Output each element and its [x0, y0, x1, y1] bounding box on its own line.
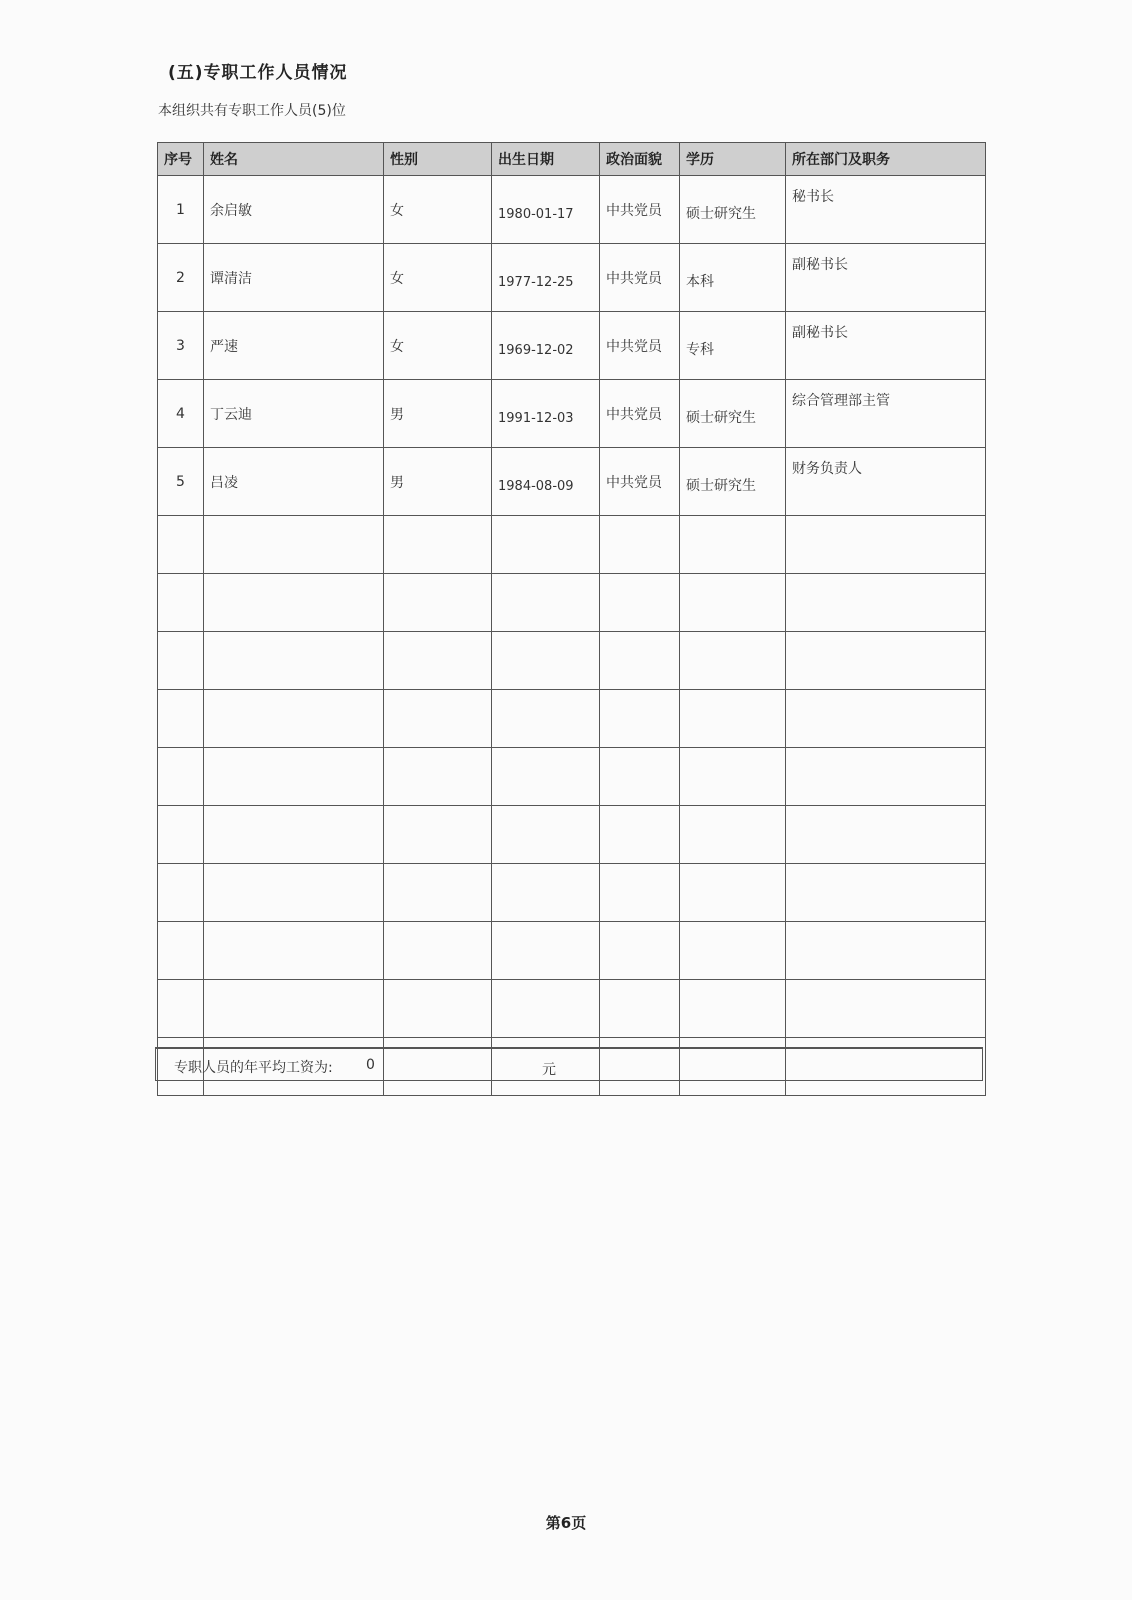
- header-department-position: 所在部门及职务: [786, 143, 986, 176]
- cell-department-position: 副秘书长: [786, 312, 986, 380]
- staff-table: [157, 142, 986, 1096]
- cell-gender: 女: [384, 176, 492, 244]
- header-name: 姓名: [204, 143, 384, 176]
- cell-political-status: 中共党员: [600, 244, 680, 312]
- cell-birth-date: 1969-12-02: [492, 312, 600, 380]
- cell-department-position: 副秘书长: [786, 244, 986, 312]
- cell-political-status: 中共党员: [600, 312, 680, 380]
- page-number: 第6页: [545, 1514, 587, 1532]
- table-row: [158, 380, 986, 448]
- cell-education: 硕士研究生: [680, 448, 786, 516]
- header-birth-date: 出生日期: [492, 143, 600, 176]
- cell-seq: 5: [158, 448, 204, 516]
- table-row: [158, 176, 986, 244]
- header-political-status: 政治面貌: [600, 143, 680, 176]
- cell-political-status: 中共党员: [600, 176, 680, 244]
- average-salary-value: 0: [366, 1057, 375, 1073]
- empty-table-row: [158, 632, 986, 690]
- empty-table-row: [158, 574, 986, 632]
- average-salary-label: 专职人员的年平均工资为:: [174, 1060, 333, 1076]
- cell-name: 丁云迪: [204, 380, 384, 448]
- empty-table-row: [158, 980, 986, 1038]
- empty-table-row: [158, 748, 986, 806]
- table-row: [158, 312, 986, 380]
- empty-table-row: [158, 864, 986, 922]
- cell-seq: 4: [158, 380, 204, 448]
- average-salary-row: [155, 1047, 983, 1081]
- header-seq: 序号: [158, 143, 204, 176]
- cell-gender: 女: [384, 312, 492, 380]
- empty-table-row: [158, 922, 986, 980]
- cell-seq: 3: [158, 312, 204, 380]
- table-header-row: [158, 143, 986, 176]
- cell-birth-date: 1980-01-17: [492, 176, 600, 244]
- cell-political-status: 中共党员: [600, 380, 680, 448]
- table-row: [158, 448, 986, 516]
- table-row: [158, 244, 986, 312]
- cell-education: 硕士研究生: [680, 380, 786, 448]
- header-gender: 性别: [384, 143, 492, 176]
- cell-gender: 女: [384, 244, 492, 312]
- cell-name: 谭清洁: [204, 244, 384, 312]
- cell-seq: 1: [158, 176, 204, 244]
- cell-department-position: 综合管理部主管: [786, 380, 986, 448]
- cell-education: 硕士研究生: [680, 176, 786, 244]
- cell-department-position: 秘书长: [786, 176, 986, 244]
- cell-seq: 2: [158, 244, 204, 312]
- empty-table-row: [158, 806, 986, 864]
- cell-gender: 男: [384, 380, 492, 448]
- cell-birth-date: 1991-12-03: [492, 380, 600, 448]
- cell-education: 本科: [680, 244, 786, 312]
- staff-table-body: [158, 176, 986, 1096]
- cell-political-status: 中共党员: [600, 448, 680, 516]
- staff-count-intro: 本组织共有专职工作人员(5)位: [158, 103, 346, 119]
- cell-department-position: 财务负责人: [786, 448, 986, 516]
- section-title: (五)专职工作人员情况: [168, 63, 348, 83]
- empty-table-row: [158, 690, 986, 748]
- header-education: 学历: [680, 143, 786, 176]
- cell-birth-date: 1984-08-09: [492, 448, 600, 516]
- cell-name: 吕凌: [204, 448, 384, 516]
- cell-education: 专科: [680, 312, 786, 380]
- cell-name: 严速: [204, 312, 384, 380]
- cell-name: 余启敏: [204, 176, 384, 244]
- cell-birth-date: 1977-12-25: [492, 244, 600, 312]
- average-salary-unit: 元: [542, 1062, 556, 1078]
- empty-table-row: [158, 516, 986, 574]
- cell-gender: 男: [384, 448, 492, 516]
